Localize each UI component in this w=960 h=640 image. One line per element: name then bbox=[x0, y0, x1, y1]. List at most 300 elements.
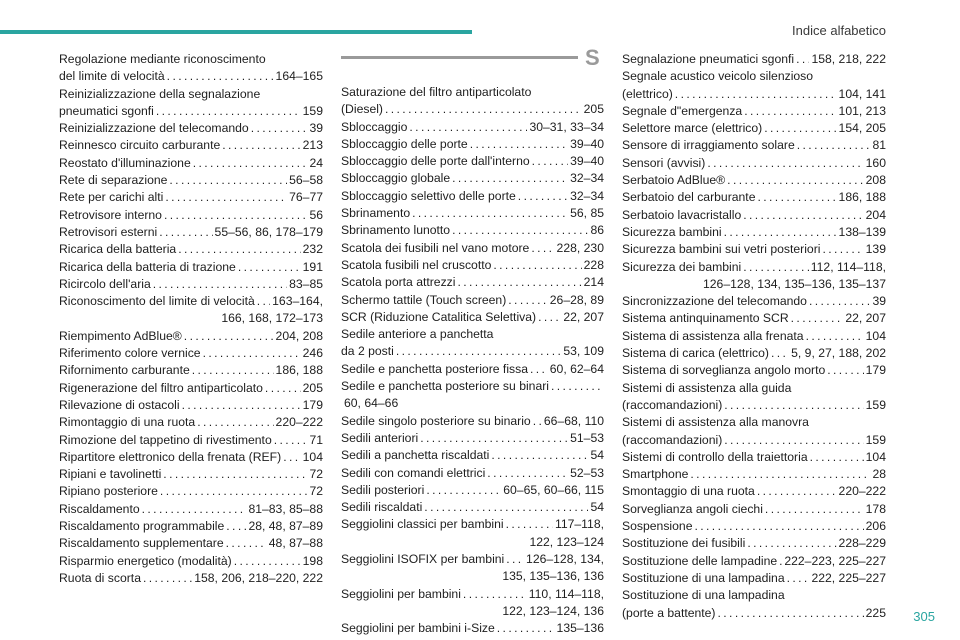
entry-title: Sensore di irraggiamento solare bbox=[622, 138, 795, 153]
index-entry bbox=[622, 51, 886, 68]
entry-line bbox=[622, 518, 886, 535]
entry-title: Sorveglianza angoli ciechi bbox=[622, 501, 763, 516]
dot-leader bbox=[182, 397, 301, 414]
entry-title: Sistema di sorveglianza angolo morto bbox=[622, 363, 826, 378]
index-entry bbox=[622, 553, 886, 570]
entry-pages: 30–31, 33–34 bbox=[529, 119, 604, 134]
entry-pages: 159 bbox=[865, 432, 886, 447]
dot-leader bbox=[283, 449, 300, 466]
dot-leader bbox=[156, 103, 301, 120]
entry-line bbox=[341, 153, 604, 170]
entry-line bbox=[59, 207, 323, 224]
entry-pages: 28 bbox=[872, 467, 886, 482]
entry-pages: 220–222 bbox=[275, 415, 323, 430]
entry-title: Smontaggio di una ruota bbox=[622, 484, 755, 499]
dot-leader bbox=[160, 483, 308, 500]
entry-title: Riempimento AdBlue® bbox=[59, 328, 182, 343]
entry-title: Riconoscimento del limite di velocità bbox=[59, 294, 255, 309]
dot-leader bbox=[791, 310, 844, 327]
dot-leader bbox=[743, 259, 809, 276]
entry-pages: 76–77 bbox=[289, 190, 323, 205]
index-entry bbox=[341, 378, 604, 413]
entry-title-prefix: Regolazione mediante riconoscimento bbox=[59, 52, 266, 66]
entry-title-prefix: Sistemi di assistenza alla guida bbox=[622, 380, 792, 395]
index-entry bbox=[341, 274, 604, 291]
entry-title: Sbloccaggio bbox=[341, 119, 408, 134]
entry-pages: 191 bbox=[302, 259, 323, 274]
entry-pages: 54 bbox=[590, 500, 604, 515]
index-column-2 bbox=[341, 84, 604, 638]
entry-pages: 222–223, 225–227 bbox=[784, 553, 886, 568]
entry-title-prefix: Segnale acustico veicolo silenzioso bbox=[622, 69, 814, 84]
entry-line bbox=[59, 380, 323, 397]
entry-pages: 232 bbox=[302, 242, 323, 257]
entry-title: Sicurezza bambini sui vetri posteriori bbox=[622, 242, 821, 257]
entry-line bbox=[341, 240, 604, 257]
entry-pages: 104, 141 bbox=[838, 86, 886, 101]
index-entry bbox=[59, 362, 323, 379]
entry-line bbox=[622, 345, 886, 362]
entry-pages: 246 bbox=[302, 346, 323, 361]
dot-leader bbox=[727, 172, 863, 189]
entry-pages: 39 bbox=[872, 294, 886, 309]
entry-title: Smartphone bbox=[622, 467, 689, 482]
entry-line bbox=[341, 378, 604, 395]
dot-leader bbox=[238, 259, 301, 276]
index-entry bbox=[59, 259, 323, 276]
entry-line bbox=[59, 259, 323, 276]
dot-leader bbox=[265, 380, 301, 397]
dot-leader bbox=[412, 205, 568, 222]
entry-line bbox=[622, 86, 886, 103]
entry-title: Ripiani e tavolinetti bbox=[59, 467, 162, 482]
entry-title: Ricarica della batteria di trazione bbox=[59, 259, 236, 274]
entry-pages: 139 bbox=[865, 242, 886, 257]
entry-title: Sostituzione dei fusibili bbox=[622, 536, 746, 551]
entry-title-prefix: Sostituzione di una lampadina bbox=[622, 588, 785, 603]
entry-title: Seggiolini ISOFIX per bambini bbox=[341, 552, 505, 567]
dot-leader bbox=[707, 155, 863, 172]
index-entry bbox=[622, 189, 886, 206]
entry-title: Sedili a panchetta riscaldati bbox=[341, 448, 490, 463]
dot-leader bbox=[694, 518, 863, 535]
dot-leader bbox=[744, 103, 836, 120]
entry-title: Sistema di carica (elettrico) bbox=[622, 346, 769, 361]
entry-line bbox=[59, 155, 323, 172]
entry-title-prefix: Sedile anteriore a panchetta bbox=[341, 327, 494, 342]
entry-pages: 228, 230 bbox=[556, 240, 604, 255]
entry-line bbox=[341, 447, 604, 464]
entry-line bbox=[341, 413, 604, 430]
entry-title: Sedili riscaldati bbox=[341, 500, 423, 515]
entry-title: Schermo tattile (Touch screen) bbox=[341, 292, 507, 307]
entry-pages: 72 bbox=[309, 467, 323, 482]
entry-line bbox=[59, 362, 323, 379]
dot-leader bbox=[747, 535, 836, 552]
entry-line bbox=[59, 466, 323, 483]
dot-leader bbox=[538, 309, 561, 326]
entry-title: Sedile e panchetta posteriore fissa bbox=[341, 361, 528, 376]
entry-title: Rete di separazione bbox=[59, 173, 168, 188]
dot-leader bbox=[787, 570, 810, 587]
dot-leader bbox=[452, 170, 568, 187]
entry-line bbox=[59, 120, 323, 137]
dot-leader bbox=[159, 224, 212, 241]
index-entry bbox=[341, 430, 604, 447]
entry-line bbox=[59, 189, 323, 206]
entry-pages: 228 bbox=[583, 257, 604, 272]
entry-line bbox=[59, 570, 323, 587]
entry-pages: 51–53 bbox=[570, 430, 604, 445]
dot-leader bbox=[675, 86, 837, 103]
dot-leader bbox=[222, 137, 300, 154]
index-entry bbox=[341, 465, 604, 482]
dot-leader bbox=[533, 413, 542, 430]
index-entry bbox=[59, 328, 323, 345]
index-entry bbox=[622, 587, 886, 622]
index-entry bbox=[341, 447, 604, 464]
dot-leader bbox=[197, 414, 273, 431]
entry-title: Rifornimento carburante bbox=[59, 363, 190, 378]
entry-line bbox=[59, 345, 323, 362]
entry-title: Reinizializzazione del telecomando bbox=[59, 121, 249, 136]
index-entry bbox=[341, 326, 604, 361]
entry-line bbox=[622, 120, 886, 137]
entry-line bbox=[59, 68, 323, 85]
entry-line bbox=[59, 293, 323, 310]
dot-leader bbox=[506, 551, 524, 568]
entry-title: Serbatoio lavacristallo bbox=[622, 207, 742, 222]
entry-pages: 54 bbox=[590, 448, 604, 463]
entry-title: Ruota di scorta bbox=[59, 570, 141, 585]
index-entry bbox=[59, 432, 323, 449]
section-divider bbox=[341, 56, 578, 59]
index-entry bbox=[622, 207, 886, 224]
dot-leader bbox=[274, 432, 308, 449]
entry-title: Serbatoio AdBlue® bbox=[622, 173, 726, 188]
entry-title: SCR (Riduzione Catalitica Selettiva) bbox=[341, 309, 537, 324]
entry-line bbox=[341, 188, 604, 205]
entry-title: (raccomandazioni) bbox=[622, 397, 723, 412]
index-entry bbox=[59, 397, 323, 414]
entry-title: Seggiolini per bambini i-Size bbox=[341, 621, 495, 636]
entry-line bbox=[341, 361, 604, 378]
index-entry bbox=[59, 570, 323, 587]
dot-leader bbox=[396, 343, 561, 360]
dot-leader bbox=[508, 292, 547, 309]
dot-leader bbox=[497, 620, 555, 637]
entry-line bbox=[59, 501, 323, 518]
entry-pages: 186, 188 bbox=[275, 363, 323, 378]
entry-pages: 178 bbox=[865, 501, 886, 516]
entry-title: Riscaldamento supplementare bbox=[59, 536, 224, 551]
entry-line bbox=[622, 535, 886, 552]
entry-title: Scatola fusibili nel cruscotto bbox=[341, 257, 492, 272]
entry-pages: 135–136 bbox=[556, 621, 604, 636]
index-entry bbox=[622, 483, 886, 500]
entry-title: Selettore marce (elettrico) bbox=[622, 121, 763, 136]
index-entry bbox=[622, 103, 886, 120]
entry-line bbox=[622, 172, 886, 189]
entry-line bbox=[622, 241, 886, 258]
entry-pages: 214 bbox=[583, 275, 604, 290]
entry-pages-continuation: 60, 64–66 bbox=[344, 396, 399, 411]
header-accent-bar bbox=[0, 30, 472, 34]
index-entry bbox=[622, 345, 886, 362]
dot-leader bbox=[757, 483, 837, 500]
entry-pages: 220–222 bbox=[838, 484, 886, 499]
index-entry bbox=[59, 86, 323, 121]
entry-title: Rimontaggio di una ruota bbox=[59, 415, 196, 430]
entry-line bbox=[622, 310, 886, 327]
index-entry bbox=[59, 345, 323, 362]
index-entry bbox=[59, 293, 323, 328]
entry-pages: 205 bbox=[583, 102, 604, 117]
index-entry bbox=[341, 170, 604, 187]
dot-leader bbox=[771, 345, 789, 362]
entry-line bbox=[341, 205, 604, 222]
index-entry bbox=[341, 84, 604, 119]
entry-line bbox=[622, 293, 886, 310]
index-entry bbox=[59, 224, 323, 241]
index-entry bbox=[341, 482, 604, 499]
index-entry bbox=[341, 136, 604, 153]
index-entry bbox=[622, 501, 886, 518]
dot-leader bbox=[724, 397, 863, 414]
entry-line bbox=[59, 137, 323, 154]
entry-title: Rilevazione di ostacoli bbox=[59, 397, 180, 412]
index-entry bbox=[341, 413, 604, 430]
dot-leader bbox=[452, 222, 588, 239]
entry-pages: 71 bbox=[309, 432, 323, 447]
entry-title: Sedili anteriori bbox=[341, 430, 419, 445]
dot-leader bbox=[743, 207, 863, 224]
index-entry bbox=[59, 449, 323, 466]
dot-leader bbox=[764, 120, 836, 137]
entry-pages-continuation: 122, 123–124, 136 bbox=[502, 603, 604, 618]
entry-line bbox=[622, 397, 886, 414]
entry-pages: 22, 207 bbox=[845, 311, 886, 326]
entry-pages: 186, 188 bbox=[838, 190, 886, 205]
entry-title: Rete per carichi alti bbox=[59, 190, 164, 205]
entry-title: Sbloccaggio delle porte dall'interno bbox=[341, 154, 530, 169]
index-entry bbox=[59, 414, 323, 431]
entry-line bbox=[622, 103, 886, 120]
entry-title: Sicurezza dei bambini bbox=[622, 259, 742, 274]
entry-title-prefix: Sistemi di assistenza alla manovra bbox=[622, 415, 809, 430]
index-entry bbox=[59, 380, 323, 397]
entry-pages: 126–128, 134, bbox=[526, 552, 604, 567]
entry-line bbox=[622, 51, 886, 68]
dot-leader bbox=[184, 328, 274, 345]
entry-title: Risparmio energetico (modalità) bbox=[59, 553, 232, 568]
entry-pages: 28, 48, 87–89 bbox=[248, 519, 323, 534]
entry-line bbox=[341, 551, 604, 568]
entry-title: Rigenerazione del filtro antiparticolato bbox=[59, 380, 263, 395]
entry-pages: 205 bbox=[302, 380, 323, 395]
entry-title: Serbatoio del carburante bbox=[622, 190, 756, 205]
entry-line bbox=[59, 241, 323, 258]
index-entry bbox=[341, 499, 604, 516]
entry-line bbox=[59, 414, 323, 431]
index-entry bbox=[59, 120, 323, 137]
entry-line bbox=[622, 553, 886, 570]
entry-pages: 52–53 bbox=[570, 465, 604, 480]
entry-line bbox=[622, 466, 886, 483]
entry-pages: 163–164, bbox=[272, 294, 323, 309]
index-entry bbox=[622, 120, 886, 137]
dot-leader bbox=[164, 207, 307, 224]
entry-pages: 81–83, 85–88 bbox=[248, 501, 323, 516]
index-entry bbox=[59, 172, 323, 189]
dot-leader bbox=[806, 328, 864, 345]
entry-line bbox=[341, 257, 604, 274]
entry-pages: 101, 213 bbox=[838, 103, 886, 118]
dot-leader bbox=[797, 137, 871, 154]
entry-pages: 104 bbox=[302, 449, 323, 464]
dot-leader bbox=[779, 553, 782, 570]
index-entry bbox=[341, 257, 604, 274]
entry-pages: 204 bbox=[865, 207, 886, 222]
index-entry bbox=[59, 51, 323, 86]
dot-leader bbox=[827, 362, 863, 379]
entry-pages: 104 bbox=[865, 449, 886, 464]
entry-pages: 55–56, 86, 178–179 bbox=[214, 224, 323, 239]
entry-title: Sostituzione di una lampadina bbox=[622, 570, 785, 585]
entry-title: (elettrico) bbox=[622, 86, 673, 101]
entry-line bbox=[341, 620, 604, 637]
index-entry bbox=[59, 535, 323, 552]
dot-leader bbox=[690, 466, 870, 483]
entry-pages: 56–58 bbox=[289, 173, 323, 188]
dot-leader bbox=[457, 274, 581, 291]
entry-line bbox=[622, 501, 886, 518]
index-entry bbox=[341, 620, 604, 637]
entry-pages: 222, 225–227 bbox=[811, 570, 886, 585]
entry-title: (Diesel) bbox=[341, 102, 383, 117]
entry-pages: 159 bbox=[865, 397, 886, 412]
entry-pages: 5, 9, 27, 188, 202 bbox=[791, 346, 886, 361]
entry-line bbox=[59, 103, 323, 120]
index-entry bbox=[622, 570, 886, 587]
entry-pages-continuation: 126–128, 134, 135–136, 135–137 bbox=[703, 276, 886, 291]
entry-title: Sedile e panchetta posteriore su binari bbox=[341, 379, 549, 394]
entry-title: Sostituzione delle lampadine bbox=[622, 553, 778, 568]
dot-leader bbox=[491, 447, 588, 464]
index-entry bbox=[622, 293, 886, 310]
page-number: 305 bbox=[913, 609, 935, 624]
index-entry bbox=[622, 380, 886, 415]
entry-title: (porte a battente) bbox=[622, 605, 716, 620]
entry-pages: 154, 205 bbox=[838, 121, 886, 136]
entry-line bbox=[59, 483, 323, 500]
entry-title: del limite di velocità bbox=[59, 69, 165, 84]
dot-leader bbox=[724, 224, 837, 241]
entry-pages: 179 bbox=[865, 363, 886, 378]
entry-pages: 56 bbox=[309, 207, 323, 222]
entry-title: Sicurezza bambini bbox=[622, 224, 722, 239]
entry-title: (raccomandazioni) bbox=[622, 432, 723, 447]
entry-pages: 26–28, 89 bbox=[549, 292, 604, 307]
entry-line bbox=[341, 170, 604, 187]
index-entry bbox=[59, 483, 323, 500]
entry-line bbox=[341, 136, 604, 153]
dot-leader bbox=[424, 499, 588, 516]
entry-line bbox=[622, 207, 886, 224]
dot-leader bbox=[724, 432, 863, 449]
entry-line bbox=[59, 553, 323, 570]
dot-leader bbox=[757, 189, 836, 206]
index-entry bbox=[622, 155, 886, 172]
entry-pages: 159 bbox=[302, 103, 323, 118]
dot-leader bbox=[530, 361, 548, 378]
dot-leader bbox=[551, 378, 602, 395]
entry-pages: 112, 114–118, bbox=[810, 259, 886, 274]
entry-line bbox=[59, 518, 323, 535]
entry-title: Riferimento colore vernice bbox=[59, 346, 201, 361]
entry-pages: 206 bbox=[865, 519, 886, 534]
entry-line bbox=[59, 172, 323, 189]
dot-leader bbox=[153, 276, 287, 293]
dot-leader bbox=[809, 293, 870, 310]
entry-line bbox=[341, 499, 604, 516]
entry-pages: 83–85 bbox=[289, 276, 323, 291]
index-entry bbox=[59, 207, 323, 224]
entry-title: Sedili posteriori bbox=[341, 482, 425, 497]
dot-leader bbox=[192, 362, 274, 379]
dot-leader bbox=[203, 345, 301, 362]
entry-pages: 39–40 bbox=[570, 136, 604, 151]
entry-pages: 208 bbox=[865, 173, 886, 188]
entry-line bbox=[341, 516, 604, 533]
dot-leader bbox=[226, 535, 267, 552]
dot-leader bbox=[409, 119, 527, 136]
index-entry bbox=[622, 449, 886, 466]
entry-line bbox=[622, 605, 886, 622]
entry-title: Retrovisori esterni bbox=[59, 224, 158, 239]
entry-pages: 48, 87–88 bbox=[268, 536, 323, 551]
dot-leader bbox=[518, 188, 568, 205]
entry-line bbox=[341, 101, 604, 118]
index-entry bbox=[59, 518, 323, 535]
dot-leader bbox=[718, 605, 864, 622]
entry-line bbox=[341, 222, 604, 239]
section-letter: S bbox=[585, 45, 600, 70]
entry-line bbox=[622, 432, 886, 449]
dot-leader bbox=[531, 240, 554, 257]
index-entry bbox=[622, 535, 886, 552]
entry-line bbox=[59, 276, 323, 293]
entry-pages: 86 bbox=[590, 223, 604, 238]
index-entry bbox=[59, 501, 323, 518]
index-entry bbox=[622, 241, 886, 258]
entry-pages: 110, 114–118, bbox=[528, 586, 604, 601]
entry-pages: 228–229 bbox=[838, 536, 886, 551]
entry-title: Seggiolini classici per bambini bbox=[341, 517, 504, 532]
entry-pages: 179 bbox=[302, 397, 323, 412]
entry-line bbox=[341, 292, 604, 309]
entry-title: pneumatici sgonfi bbox=[59, 103, 154, 118]
dot-leader bbox=[463, 586, 527, 603]
entry-line bbox=[59, 328, 323, 345]
dot-leader bbox=[257, 293, 270, 310]
entry-pages: 22, 207 bbox=[563, 309, 604, 324]
index-entry bbox=[59, 137, 323, 154]
entry-line bbox=[59, 397, 323, 414]
entry-title: Reinnesco circuito carburante bbox=[59, 138, 221, 153]
entry-title: Rimozione del tappetino di rivestimento bbox=[59, 432, 272, 447]
entry-line bbox=[622, 483, 886, 500]
